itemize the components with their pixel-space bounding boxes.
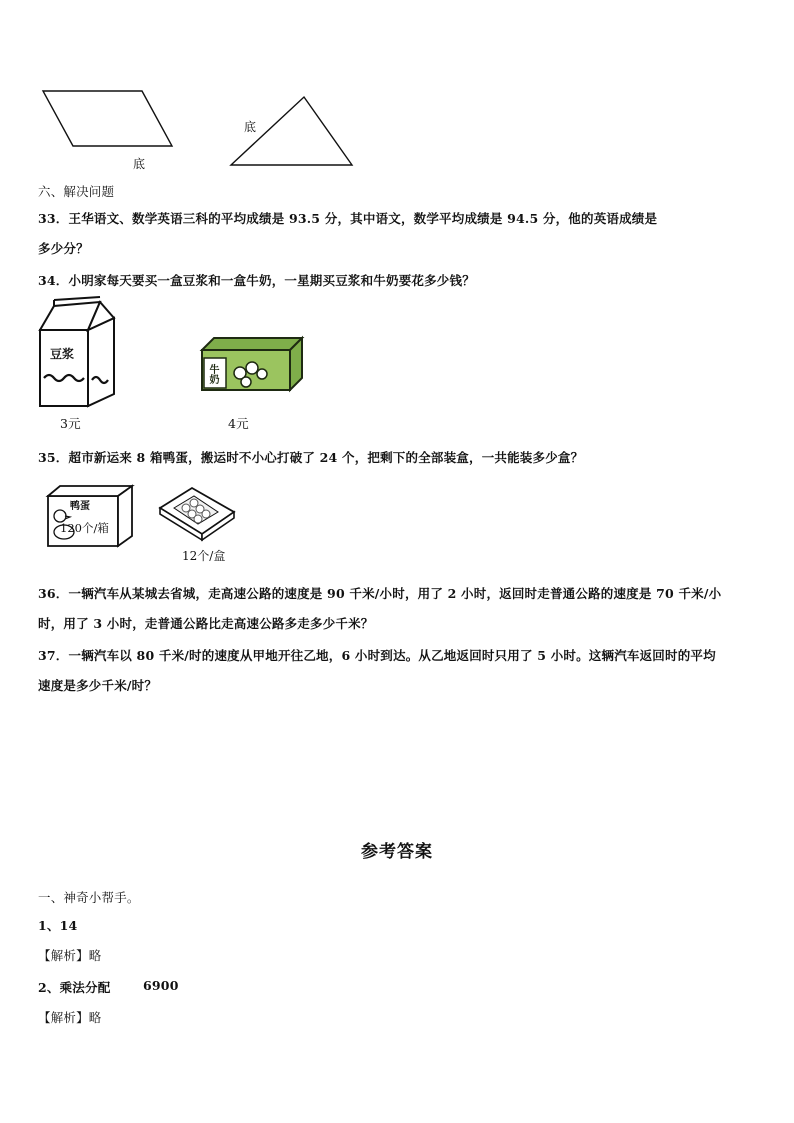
- duck-egg-crate-title: 鸭蛋: [70, 501, 90, 512]
- answer-2-note: 【解析】略: [38, 1010, 102, 1025]
- milk-price: 4元: [228, 416, 249, 431]
- triangle-base-label: 底: [244, 120, 257, 134]
- section-6-heading: 六、解决问题: [38, 184, 115, 199]
- duck-egg-crate-icon: [44, 484, 140, 548]
- answer-1: 1、14: [38, 918, 78, 933]
- soymilk-price: 3元: [60, 416, 81, 431]
- soymilk-carton-text: 豆浆: [50, 347, 75, 361]
- answer-1-note: 【解析】略: [38, 948, 102, 963]
- parallelogram-figure: [40, 88, 180, 150]
- answers-title: 参考答案: [361, 842, 433, 862]
- milk-box-text: 牛奶: [207, 364, 218, 384]
- question-36-line-1: 36．一辆汽车从某城去省城，走高速公路的速度是 90 千米/小时，用了 2 小时，返回时走普通公路的速度是 70 千米/小: [38, 586, 722, 601]
- parallelogram-base-label: 底: [133, 157, 146, 171]
- duck-egg-crate-label: 120个/箱: [60, 521, 109, 535]
- question-37-line-2: 速度是多少千米/时？: [38, 678, 158, 693]
- question-34-line-1: 34．小明家每天要买一盒豆浆和一盒牛奶，一星期买豆浆和牛奶要花多少钱？: [38, 273, 475, 288]
- question-36-line-2: 时，用了 3 小时，走普通公路比走高速公路多走多少千米？: [38, 616, 374, 631]
- question-33-line-2: 多少分？: [38, 241, 89, 256]
- answer-2-value: 6900: [143, 978, 179, 993]
- question-37-line-1: 37．一辆汽车以 80 千米/时的速度从甲地开往乙地，6 小时到达。从乙地返回时只用了 5 小时。这辆汽车返回时的平均: [38, 648, 716, 663]
- question-33-line-1: 33．王华语文、数学英语三科的平均成绩是 93.5 分，其中语文，数学平均成绩是 94.5 分，他的英语成绩是: [38, 211, 658, 226]
- egg-box-label: 12个/盒: [182, 549, 226, 563]
- egg-box-icon: [156, 484, 238, 542]
- soymilk-carton-icon: [36, 300, 120, 412]
- answer-2-label: 2、乘法分配: [38, 980, 111, 995]
- question-35-line-1: 35．超市新运来 8 箱鸭蛋，搬运时不小心打破了 24 个，把剩下的全部装盒，一共能装多少盒？: [38, 450, 584, 465]
- answers-section-1-heading: 一、神奇小帮手。: [38, 890, 140, 905]
